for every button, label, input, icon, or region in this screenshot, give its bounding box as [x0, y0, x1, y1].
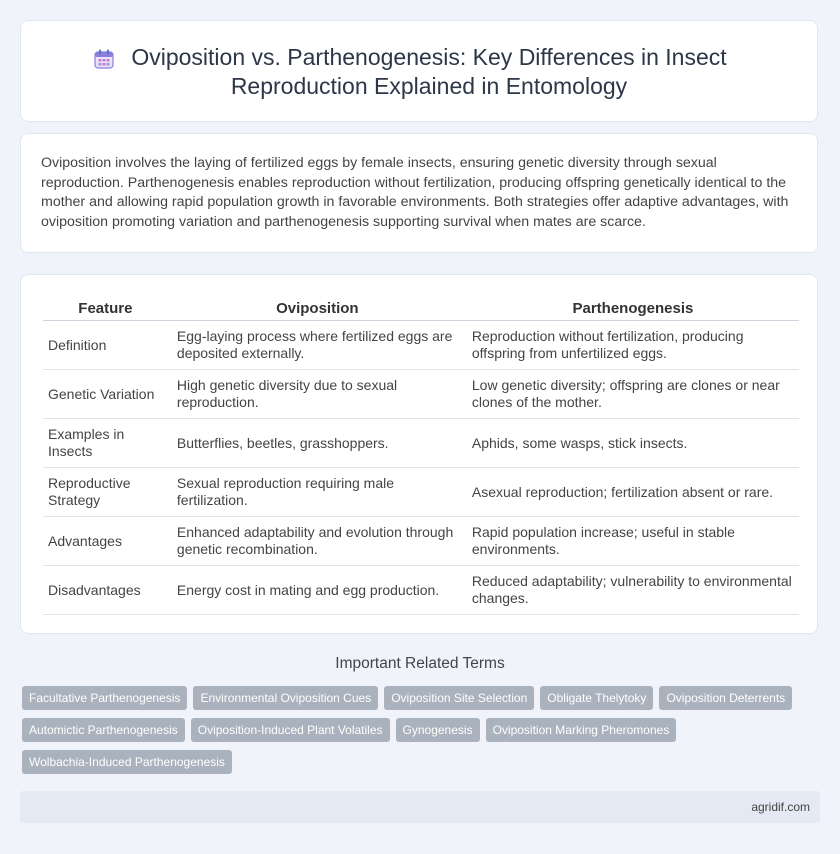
title-card — [20, 20, 818, 122]
feature-cell: Disadvantages — [43, 566, 168, 615]
related-term-tag[interactable]: Wolbachia-Induced Parthenogenesis — [22, 750, 232, 774]
parthenogenesis-cell: Rapid population increase; useful in stable environments. — [467, 517, 799, 566]
intro-paragraph: Oviposition involves the laying of fertilized eggs by female insects, ensuring genetic diversity through sexual reproduction. Parthenogenesis enables reproduction without fertilization, producing offspring genetically identical to the mother and allowing rapid population growth in favorable environments. Both strategies offer adaptive advantages, with oviposition promoting variation and parthenogenesis supporting survival when mates are scarce. — [41, 155, 789, 230]
parthenogenesis-cell: Low genetic diversity; offspring are clones or near clones of the mother. — [467, 370, 799, 419]
parthenogenesis-cell: Asexual reproduction; fertilization absent or rare. — [467, 468, 799, 517]
feature-cell: Examples in Insects — [43, 419, 168, 468]
table-row — [43, 370, 799, 419]
related-term-tag[interactable]: Facultative Parthenogenesis — [22, 686, 187, 710]
related-term-tag[interactable]: Oviposition Marking Pheromones — [486, 718, 677, 742]
oviposition-cell: Butterflies, beetles, grasshoppers. — [172, 419, 463, 468]
header-feature: Feature — [43, 295, 168, 321]
footer-bar — [20, 791, 820, 823]
comparison-card — [20, 274, 818, 634]
oviposition-cell: Egg-laying process where fertilized eggs are deposited externally. — [172, 321, 463, 370]
table-row — [43, 419, 799, 468]
parthenogenesis-cell: Reproduction without fertilization, producing offspring from unfertilized eggs. — [467, 321, 799, 370]
oviposition-cell: High genetic diversity due to sexual reproduction. — [172, 370, 463, 419]
footer-site-link[interactable]: agridif.com — [751, 800, 810, 814]
page-title: Oviposition vs. Parthenogenesis: Key Differences in Insect Reproduction Explained in Entomology — [131, 44, 727, 99]
header-parthenogenesis: Parthenogenesis — [467, 295, 799, 321]
parthenogenesis-cell: Reduced adaptability; vulnerability to environmental changes. — [467, 566, 799, 615]
related-terms-title: Important Related Terms — [335, 655, 505, 672]
table-header-row — [43, 295, 799, 321]
related-term-tag[interactable]: Oviposition Deterrents — [659, 686, 792, 710]
comparison-table — [43, 295, 799, 615]
feature-cell: Genetic Variation — [43, 370, 168, 419]
feature-cell: Reproductive Strategy — [43, 468, 168, 517]
related-term-tag[interactable]: Gynogenesis — [396, 718, 480, 742]
related-terms-list — [22, 686, 822, 782]
parthenogenesis-cell: Aphids, some wasps, stick insects. — [467, 419, 799, 468]
related-term-tag[interactable]: Obligate Thelytoky — [540, 686, 653, 710]
intro-card — [20, 133, 818, 253]
table-row — [43, 566, 799, 615]
related-term-tag[interactable]: Automictic Parthenogenesis — [22, 718, 185, 742]
feature-cell: Advantages — [43, 517, 168, 566]
header-oviposition: Oviposition — [172, 295, 463, 321]
related-term-tag[interactable]: Oviposition-Induced Plant Volatiles — [191, 718, 390, 742]
related-term-tag[interactable]: Oviposition Site Selection — [384, 686, 534, 710]
table-row — [43, 517, 799, 566]
table-row — [43, 468, 799, 517]
table-row — [43, 321, 799, 370]
related-term-tag[interactable]: Environmental Oviposition Cues — [193, 686, 378, 710]
feature-cell: Definition — [43, 321, 168, 370]
oviposition-cell: Sexual reproduction requiring male fertilization. — [172, 468, 463, 517]
oviposition-cell: Energy cost in mating and egg production. — [172, 566, 463, 615]
oviposition-cell: Enhanced adaptability and evolution through genetic recombination. — [172, 517, 463, 566]
